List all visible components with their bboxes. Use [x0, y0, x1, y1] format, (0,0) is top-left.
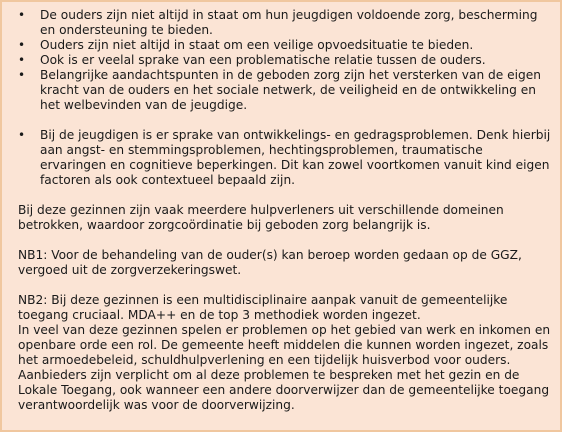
- note-nb2-problems: In veel van deze gezinnen spelen er problemen op het gebied van werk en inkomen en openbare orde een rol. De gemeente heeft middelen die kunnen worden ingezet, zoals het armoedebeleid, schuldhulpverlening en een tijdelijk huisverbod voor ouders.: [18, 323, 551, 367]
- list-item-text: Bij de jeugdigen is er sprake van ontwikkelings- en gedragsproblemen. Denk hierbij aan angst- en stemmingsproblemen, hechtingsproblemen, traumatische ervaringen en cognitieve beperkingen. Dit kan zowel voortkomen vanuit kind eigen factoren als ook contextueel bepaald zijn.: [40, 128, 551, 187]
- list-item-text: Belangrijke aandachtspunten in de geboden zorg zijn het versterken van de eigen kracht van de ouders en het sociale netwerk, de veiligheid en de ontwikkeling en het welbevinden van de jeugdige.: [40, 68, 541, 112]
- list-item: [18, 128, 552, 188]
- bullet-icon: •: [18, 38, 26, 52]
- note-nb2-intro: NB2: Bij deze gezinnen is een multidisciplinaire aanpak vanuit de gemeentelijke toegang cruciaal. MDA++ en de top 3 methodiek worden ingezet.: [18, 293, 508, 322]
- list-item-text: Ouders zijn niet altijd in staat om een veilige opvoedsituatie te bieden.: [40, 38, 474, 52]
- list-item-text: Ook is er veelal sprake van een problematische relatie tussen de ouders.: [40, 53, 486, 67]
- spacer: [18, 113, 552, 128]
- bullet-list-1: [18, 8, 552, 113]
- bullet-icon: •: [18, 128, 26, 142]
- spacer: [18, 188, 552, 203]
- bullet-icon: •: [18, 53, 26, 67]
- note-nb2-obligation: Aanbieders zijn verplicht om al deze problemen te bespreken met het gezin en de Lokale Toegang, ook wanneer een andere doorverwijzer dan de gemeentelijke toegang verantwoordelijk was voor de doorverwijzing.: [18, 368, 550, 412]
- bullet-icon: •: [18, 8, 26, 22]
- list-item: [18, 38, 552, 53]
- spacer: [18, 233, 552, 248]
- list-item: [18, 8, 552, 38]
- spacer: [18, 278, 552, 293]
- list-item: [18, 68, 552, 113]
- coordination-paragraph: Bij deze gezinnen zijn vaak meerdere hulpverleners uit verschillende domeinen betrokken, waardoor zorgcoördinatie bij geboden zorg belangrijk is.: [18, 203, 504, 232]
- bullet-list-2: [18, 128, 552, 188]
- note-nb1: NB1: Voor de behandeling van de ouder(s) kan beroep worden gedaan op de GGZ, vergoed uit de zorgverzekeringswet.: [18, 248, 522, 277]
- bullet-icon: •: [18, 68, 26, 82]
- list-item-text: De ouders zijn niet altijd in staat om hun jeugdigen voldoende zorg, bescherming en ondersteuning te bieden.: [40, 8, 538, 37]
- list-item: [18, 53, 552, 68]
